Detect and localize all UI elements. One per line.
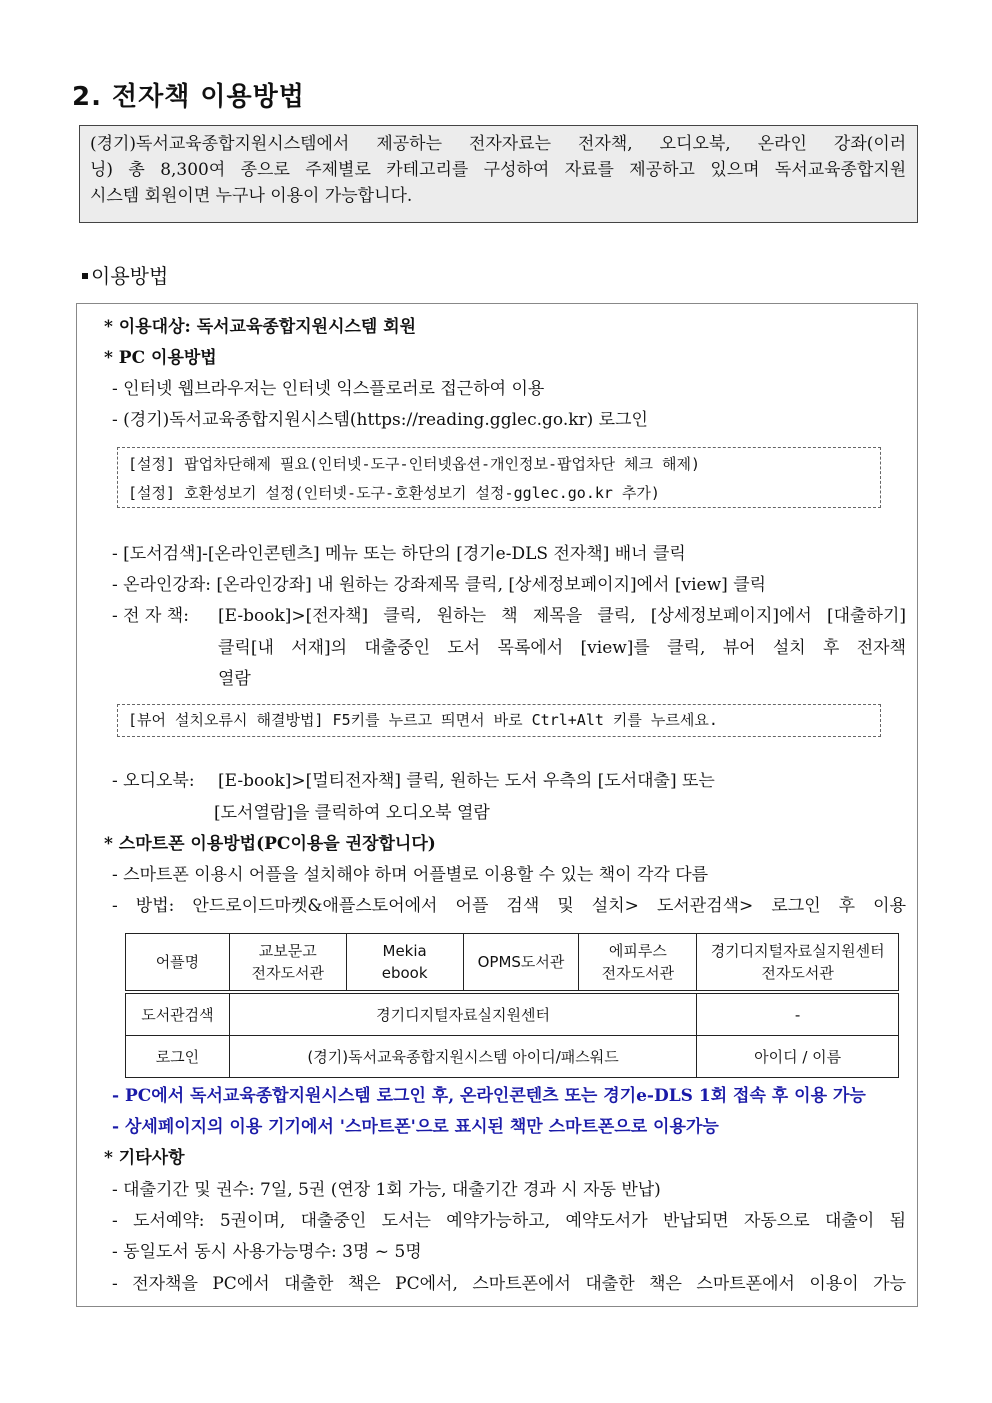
setting-line: [설정] 팝업차단해제 필요(인터넷-도구-인터넷옵션-개인정보-팝업차단 체크 해제) [128, 455, 701, 473]
table-row [126, 994, 899, 1036]
pc-heading: * PC 이용방법 [104, 348, 217, 368]
ebook-line: [E-book]>[전자책] 클릭, 원하는 책 제목을 클릭, [상세정보페이지]에서 [대출하기] [218, 606, 906, 626]
table-cell: - [697, 994, 899, 1036]
audio-label: - 오디오북: [112, 771, 195, 791]
smart-item: - 방법: 안드로이드마켓&애플스토어에서 어플 검색 및 설치> 도서관검색> 로그인 후 이용 [112, 896, 906, 916]
table-cell: (경기)독서교육종합지원시스템 아이디/패스워드 [229, 1036, 696, 1078]
table-header: 교보문고 전자도서관 [229, 934, 346, 991]
etc-item: - 전자책을 PC에서 대출한 책은 PC에서, 스마트폰에서 대출한 책은 스마트폰에서 이용이 가능 [112, 1274, 906, 1294]
note-blue: - 상세페이지의 이용 기기에서 '스마트폰'으로 표시된 책만 스마트폰으로 이용가능 [112, 1117, 719, 1137]
table-cell: 로그인 [126, 1036, 230, 1078]
settings-box [117, 447, 881, 508]
table-header: OPMS도서관 [463, 934, 579, 991]
intro-line: (경기)독서교육종합지원시스템에서 제공하는 전자자료는 전자책, 오디오북, 온라인 강좌(이러 [90, 134, 907, 154]
smart-item: - 스마트폰 이용시 어플을 설치해야 하며 어플별로 이용할 수 있는 책이 각각 다름 [112, 865, 709, 885]
table-cell: 아이디 / 이름 [697, 1036, 899, 1078]
setting-line: [설정] 호환성보기 설정(인터넷-도구-호환성보기 설정-gglec.go.kr 추가) [128, 484, 660, 502]
audio-line: [E-book]>[멀티전자책] 클릭, 원하는 도서 우측의 [도서대출] 또는 [218, 771, 715, 791]
table-header-row [126, 934, 899, 991]
pc-item: - [도서검색]-[온라인콘텐츠] 메뉴 또는 하단의 [경기e-DLS 전자책] 배너 클릭 [112, 544, 686, 564]
target-line: * 이용대상: 독서교육종합지원시스템 회원 [104, 317, 417, 337]
ebook-label: - 전 자 책: [112, 606, 189, 626]
smart-heading: * 스마트폰 이용방법(PC이용을 권장합니다) [104, 834, 436, 854]
square-bullet-icon [82, 273, 88, 279]
table-header: 경기디지털자료실지원센터 전자도서관 [697, 934, 899, 991]
ebook-line: 열람 [218, 669, 251, 689]
table-cell: 경기디지털자료실지원센터 [229, 994, 696, 1036]
pc-item: - (경기)독서교육종합지원시스템(https://reading.gglec.go.kr) 로그인 [112, 410, 648, 430]
intro-line: 시스템 회원이면 누구나 이용이 가능합니다. [90, 186, 413, 206]
audio-line: [도서열람]을 클릭하여 오디오북 열람 [214, 803, 490, 823]
etc-item: - 도서예약: 5권이며, 대출중인 도서는 예약가능하고, 예약도서가 반납되면 자동으로 대출이 됨 [112, 1211, 906, 1231]
app-table [125, 933, 899, 1078]
intro-box [79, 125, 918, 223]
section-heading [82, 260, 168, 289]
intro-line: 닝) 총 8,300여 종으로 주제별로 카테고리를 구성하여 자료를 제공하고 있으며 독서교육종합지원 [90, 160, 907, 180]
etc-item: - 동일도서 동시 사용가능명수: 3명 ~ 5명 [112, 1242, 422, 1262]
etc-heading: * 기타사항 [104, 1148, 185, 1168]
table-header: 에피루스 전자도서관 [579, 934, 697, 991]
etc-item: - 대출기간 및 권수: 7일, 5권 (연장 1회 가능, 대출기간 경과 시 자동 반납) [112, 1180, 661, 1200]
table-cell: 도서관검색 [126, 994, 230, 1036]
viewer-tip: [뷰어 설치오류시 해결방법] F5키를 누르고 띄면서 바로 Ctrl+Alt 키를 누르세요. [128, 711, 718, 729]
section-heading-text: 이용방법 [91, 264, 169, 288]
viewer-tip-box [117, 704, 881, 737]
page-title: 2. 전자책 이용방법 [72, 82, 305, 112]
note-blue: - PC에서 독서교육종합지원시스템 로그인 후, 온라인콘텐츠 또는 경기e-DLS 1회 접속 후 이용 가능 [112, 1086, 866, 1106]
table-row [126, 1036, 899, 1078]
ebook-line: 클릭[내 서재]의 대출중인 도서 목록에서 [view]를 클릭, 뷰어 설치 후 전자책 [218, 638, 906, 658]
pc-item: - 온라인강좌: [온라인강좌] 내 원하는 강좌제목 클릭, [상세정보페이지]에서 [view] 클릭 [112, 575, 767, 595]
table-header: 어플명 [126, 934, 230, 991]
table-header: Mekia ebook [346, 934, 463, 991]
pc-item: - 인터넷 웹브라우저는 인터넷 익스플로러로 접근하여 이용 [112, 379, 545, 399]
